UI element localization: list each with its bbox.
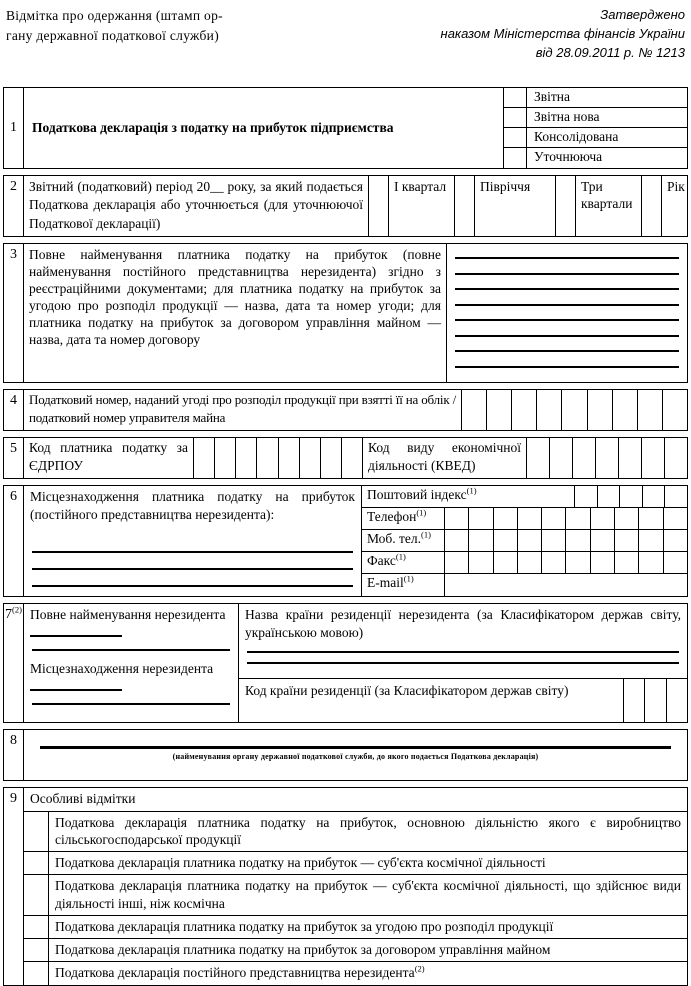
contact-digit-box[interactable] bbox=[590, 508, 614, 529]
stamp-line-2: гану державної податкової служби) bbox=[6, 28, 219, 44]
fill-line[interactable] bbox=[32, 649, 230, 651]
tax-number-boxes bbox=[461, 390, 687, 430]
special-mark-row bbox=[24, 939, 687, 962]
contact-digit-box[interactable] bbox=[565, 530, 589, 551]
section-2-reporting-period bbox=[3, 175, 688, 237]
fill-line[interactable] bbox=[455, 288, 679, 290]
contact-row bbox=[362, 530, 687, 552]
edrpou-box[interactable] bbox=[320, 438, 341, 478]
declaration-type-row bbox=[504, 88, 687, 108]
edrpou-box[interactable] bbox=[214, 438, 235, 478]
contact-row bbox=[362, 486, 687, 508]
contact-label: Поштовий індекс$^{(1)}$ bbox=[362, 486, 575, 507]
checkbox-period[interactable] bbox=[368, 176, 388, 236]
contact-digit-box[interactable] bbox=[663, 508, 687, 529]
fill-line[interactable] bbox=[455, 273, 679, 275]
contact-digit-box[interactable] bbox=[575, 486, 597, 507]
contact-digit-box[interactable] bbox=[445, 530, 468, 551]
nonresident-name-cell bbox=[24, 604, 239, 722]
nonresident-name-label: Повне найменування нерезидента bbox=[30, 606, 232, 642]
contact-row bbox=[362, 574, 687, 595]
fill-line[interactable] bbox=[455, 304, 679, 306]
declaration-type-options bbox=[504, 88, 687, 168]
edrpou-code-label: Код платника податку за ЄДРПОУ bbox=[24, 438, 194, 478]
approval-line-3: від 28.09.2011 р. № 1213 bbox=[535, 44, 685, 60]
approval-note bbox=[441, 6, 685, 63]
contact-digit-box[interactable] bbox=[614, 552, 638, 573]
contact-digit-boxes bbox=[445, 552, 687, 573]
approval-line-2: наказом Міністерства фінансів України bbox=[440, 25, 685, 41]
residence-country-name-label: Назва країни резиденції нерезидента (за Класифікатором держав світу, українською мовою) bbox=[245, 606, 681, 640]
fill-line[interactable] bbox=[455, 319, 679, 321]
kved-code-label: Код виду економічної діяльності (КВЕД) bbox=[362, 438, 527, 478]
special-mark-row bbox=[24, 962, 687, 984]
contact-digit-boxes bbox=[445, 508, 687, 529]
contacts-table bbox=[362, 486, 687, 596]
tax-authority-caption: (найменування органу державної податкової служби, до якого подається Податкова декларація) bbox=[172, 751, 539, 761]
contact-digit-box[interactable] bbox=[638, 530, 662, 551]
checkbox-special-mark[interactable] bbox=[24, 852, 49, 874]
special-mark-label: Податкова декларація платника податку на прибуток — суб'єкта космічної діяльності, що здійснює види діяльності інші, ніж космічна bbox=[55, 878, 681, 911]
row-number-2: 2 bbox=[4, 176, 24, 236]
contact-digit-box[interactable] bbox=[638, 552, 662, 573]
special-mark-label: Податкова декларація платника податку на прибуток за договором управління майном bbox=[55, 942, 551, 958]
contact-digit-box[interactable] bbox=[493, 508, 517, 529]
kved-box[interactable] bbox=[618, 438, 641, 478]
contact-digit-box[interactable] bbox=[619, 486, 642, 507]
fill-line[interactable] bbox=[455, 257, 679, 259]
edrpou-box[interactable] bbox=[278, 438, 299, 478]
section-7-nonresident bbox=[3, 603, 688, 723]
contact-digit-box[interactable] bbox=[517, 530, 541, 551]
period-label: Рік bbox=[661, 176, 688, 236]
declaration-type-label: Звітна нова bbox=[534, 108, 600, 124]
fill-line[interactable] bbox=[32, 536, 353, 553]
taxpayer-name-write-in-area bbox=[447, 244, 687, 382]
contact-digit-box[interactable] bbox=[590, 552, 614, 573]
checkbox-declaration-type[interactable] bbox=[504, 148, 527, 168]
tax-number-box[interactable] bbox=[461, 390, 486, 430]
taxpayer-name-label: Повне найменування платника податку на прибуток (повне найменування постійного представництва нерезидента) згідно з реєстраційними документами; для платника податку на прибуток за угодою про розподіл продукції — назва, дата та номер угоди; для платника податку на прибуток за договором управління майном — назва, дата та номер договору bbox=[24, 244, 447, 382]
edrpou-box[interactable] bbox=[194, 438, 214, 478]
row-number-1: 1 bbox=[4, 88, 24, 168]
checkbox-period[interactable] bbox=[641, 176, 661, 236]
section-3-taxpayer-name bbox=[3, 243, 688, 383]
row-number-3: 3 bbox=[4, 244, 24, 382]
row-number-6: 6 bbox=[4, 486, 24, 596]
checkbox-special-mark[interactable] bbox=[24, 875, 49, 915]
section-8-tax-authority bbox=[3, 729, 688, 781]
contact-digit-box[interactable] bbox=[590, 530, 614, 551]
tax-authority-cell bbox=[24, 730, 687, 780]
special-mark-label: Податкова декларація платника податку на прибуток за угодою про розподіл продукції bbox=[55, 918, 554, 934]
kved-box[interactable] bbox=[572, 438, 595, 478]
contact-digit-box[interactable] bbox=[663, 530, 687, 551]
contact-digit-box[interactable] bbox=[468, 552, 492, 573]
tax-number-box[interactable] bbox=[662, 390, 687, 430]
declaration-type-row bbox=[504, 108, 687, 128]
contact-digit-box[interactable] bbox=[638, 508, 662, 529]
checkbox-period[interactable] bbox=[555, 176, 575, 236]
fill-line[interactable] bbox=[30, 681, 122, 691]
contact-digit-box[interactable] bbox=[445, 552, 468, 573]
period-label: Три квартали bbox=[575, 176, 641, 236]
special-marks-table bbox=[24, 788, 687, 985]
tax-number-box[interactable] bbox=[511, 390, 536, 430]
edrpou-box[interactable] bbox=[341, 438, 362, 478]
row-number-9: 9 bbox=[4, 788, 24, 985]
residence-country-code-label: Код країни резиденції (за Класифікатором держав світу) bbox=[245, 682, 569, 698]
country-code-box[interactable] bbox=[666, 679, 687, 722]
contact-digit-box[interactable] bbox=[663, 552, 687, 573]
location-write-in-area bbox=[30, 536, 355, 587]
fill-line[interactable] bbox=[455, 366, 679, 368]
checkbox-special-mark[interactable] bbox=[24, 812, 49, 852]
section-1-declaration-type bbox=[3, 87, 688, 169]
contact-digit-box[interactable] bbox=[468, 508, 492, 529]
receipt-stamp-note bbox=[6, 6, 306, 63]
checkbox-declaration-type[interactable] bbox=[504, 88, 527, 107]
edrpou-code-boxes bbox=[194, 438, 362, 478]
contact-digit-box[interactable] bbox=[597, 486, 620, 507]
residence-country-code-cell bbox=[239, 679, 687, 722]
contact-digit-box[interactable] bbox=[664, 486, 687, 507]
declaration-type-label: Уточнююча bbox=[534, 148, 603, 164]
special-mark-label: Податкова декларація постійного представництва нерезидента$^{(2)}$ bbox=[55, 963, 425, 981]
row-number-5: 5 bbox=[4, 438, 24, 478]
fill-line[interactable] bbox=[40, 746, 671, 749]
special-marks-title: Особливі відмітки bbox=[24, 788, 687, 812]
section-5-codes bbox=[3, 437, 688, 479]
period-label: Півріччя bbox=[474, 176, 555, 236]
declaration-title: Податкова декларація з податку на прибуток підприємства bbox=[24, 88, 504, 168]
location-label: Місцезнаходження платника податку на прибуток (постійного представництва нерезидента): bbox=[30, 488, 355, 523]
email-field[interactable] bbox=[445, 574, 687, 595]
contact-digit-boxes bbox=[445, 530, 687, 551]
section-4-tax-number bbox=[3, 389, 688, 431]
contact-digit-box[interactable] bbox=[493, 530, 517, 551]
edrpou-box[interactable] bbox=[256, 438, 277, 478]
row-number-8: 8 bbox=[4, 730, 24, 780]
contact-label: Факс$^{(1)}$ bbox=[362, 552, 445, 573]
kved-box[interactable] bbox=[595, 438, 618, 478]
kved-box[interactable] bbox=[549, 438, 572, 478]
country-code-boxes bbox=[623, 679, 687, 722]
edrpou-box[interactable] bbox=[235, 438, 256, 478]
nonresident-location-label: Місцезнаходження нерезидента bbox=[30, 660, 232, 696]
contact-row bbox=[362, 552, 687, 574]
special-mark-label: Податкова декларація платника податку на прибуток — суб'єкта космічної діяльності bbox=[55, 855, 546, 871]
approval-line-1: Затверджено bbox=[600, 7, 685, 22]
declaration-type-label: Звітна bbox=[534, 88, 571, 104]
row-number-4: 4 bbox=[4, 390, 24, 430]
reporting-period-label: Звітний (податковий) період 20__ року, за який подається Податкова декларація або уточнюється (для уточнюючої Податкової декларації) bbox=[29, 178, 363, 231]
residence-country-cell bbox=[239, 604, 687, 722]
contact-label: Телефон$^{(1)}$ bbox=[362, 508, 445, 529]
period-options bbox=[368, 176, 688, 236]
contact-digit-box[interactable] bbox=[445, 508, 468, 529]
declaration-type-label: Консолідована bbox=[534, 128, 619, 144]
residence-country-name-cell bbox=[239, 604, 687, 679]
special-mark-row bbox=[24, 916, 687, 939]
checkbox-declaration-type[interactable] bbox=[504, 128, 527, 147]
tax-number-box[interactable] bbox=[587, 390, 612, 430]
contact-digit-box[interactable] bbox=[541, 530, 565, 551]
checkbox-period[interactable] bbox=[454, 176, 474, 236]
fill-line[interactable] bbox=[247, 651, 679, 653]
contact-digit-box[interactable] bbox=[565, 508, 589, 529]
contact-digit-box[interactable] bbox=[468, 530, 492, 551]
tax-number-label: Податковий номер, наданий угоді про розподіл продукції при взятті її на облік / податковий номер управителя майна bbox=[29, 391, 456, 425]
contact-digit-box[interactable] bbox=[493, 552, 517, 573]
contact-digit-box[interactable] bbox=[642, 486, 665, 507]
fill-line[interactable] bbox=[247, 662, 679, 664]
contact-digit-boxes bbox=[575, 486, 687, 507]
contact-label: Моб. тел.$^{(1)}$ bbox=[362, 530, 445, 551]
fill-line[interactable] bbox=[455, 335, 679, 337]
tax-number-box[interactable] bbox=[486, 390, 511, 430]
edrpou-box[interactable] bbox=[299, 438, 320, 478]
location-cell bbox=[24, 486, 362, 596]
kved-code-boxes bbox=[527, 438, 687, 478]
form-header bbox=[0, 0, 691, 63]
stamp-line-1: Відмітка про одержання (штамп ор- bbox=[6, 8, 223, 23]
kved-box[interactable] bbox=[664, 438, 687, 478]
contact-digit-box[interactable] bbox=[517, 552, 541, 573]
contact-digit-box[interactable] bbox=[614, 508, 638, 529]
tax-number-box[interactable] bbox=[612, 390, 637, 430]
fill-line[interactable] bbox=[455, 350, 679, 352]
special-mark-label: Податкова декларація платника податку на прибуток, основною діяльністю якого є виробництво сільськогосподарської продукції bbox=[55, 814, 681, 847]
checkbox-special-mark[interactable] bbox=[24, 939, 49, 961]
special-mark-row bbox=[24, 852, 687, 875]
tax-number-box[interactable] bbox=[561, 390, 586, 430]
contact-digit-box[interactable] bbox=[517, 508, 541, 529]
declaration-type-row bbox=[504, 128, 687, 148]
contact-label: E-mail$^{(1)}$ bbox=[362, 574, 445, 595]
kved-box[interactable] bbox=[641, 438, 664, 478]
special-mark-row bbox=[24, 875, 687, 916]
country-code-box[interactable] bbox=[623, 679, 644, 722]
section-9-special-marks bbox=[3, 787, 688, 986]
tax-number-box[interactable] bbox=[637, 390, 662, 430]
declaration-type-row bbox=[504, 148, 687, 168]
country-code-box[interactable] bbox=[644, 679, 665, 722]
fill-line[interactable] bbox=[32, 703, 230, 705]
kved-box[interactable] bbox=[527, 438, 549, 478]
contact-digit-box[interactable] bbox=[541, 508, 565, 529]
row-number-7: 7$^{(2)}$ bbox=[4, 604, 24, 722]
special-mark-row bbox=[24, 812, 687, 853]
contact-digit-box[interactable] bbox=[541, 552, 565, 573]
special-marks-rows bbox=[24, 812, 687, 985]
contact-digit-box[interactable] bbox=[614, 530, 638, 551]
fill-line[interactable] bbox=[30, 627, 122, 637]
tax-number-box[interactable] bbox=[536, 390, 561, 430]
contact-row bbox=[362, 508, 687, 530]
contact-digit-box[interactable] bbox=[565, 552, 589, 573]
checkbox-special-mark[interactable] bbox=[24, 916, 49, 938]
fill-line[interactable] bbox=[32, 570, 353, 587]
section-6-location bbox=[3, 485, 688, 597]
checkbox-special-mark[interactable] bbox=[24, 962, 49, 984]
fill-line[interactable] bbox=[32, 553, 353, 570]
checkbox-declaration-type[interactable] bbox=[504, 108, 527, 127]
period-label: І квартал bbox=[388, 176, 454, 236]
